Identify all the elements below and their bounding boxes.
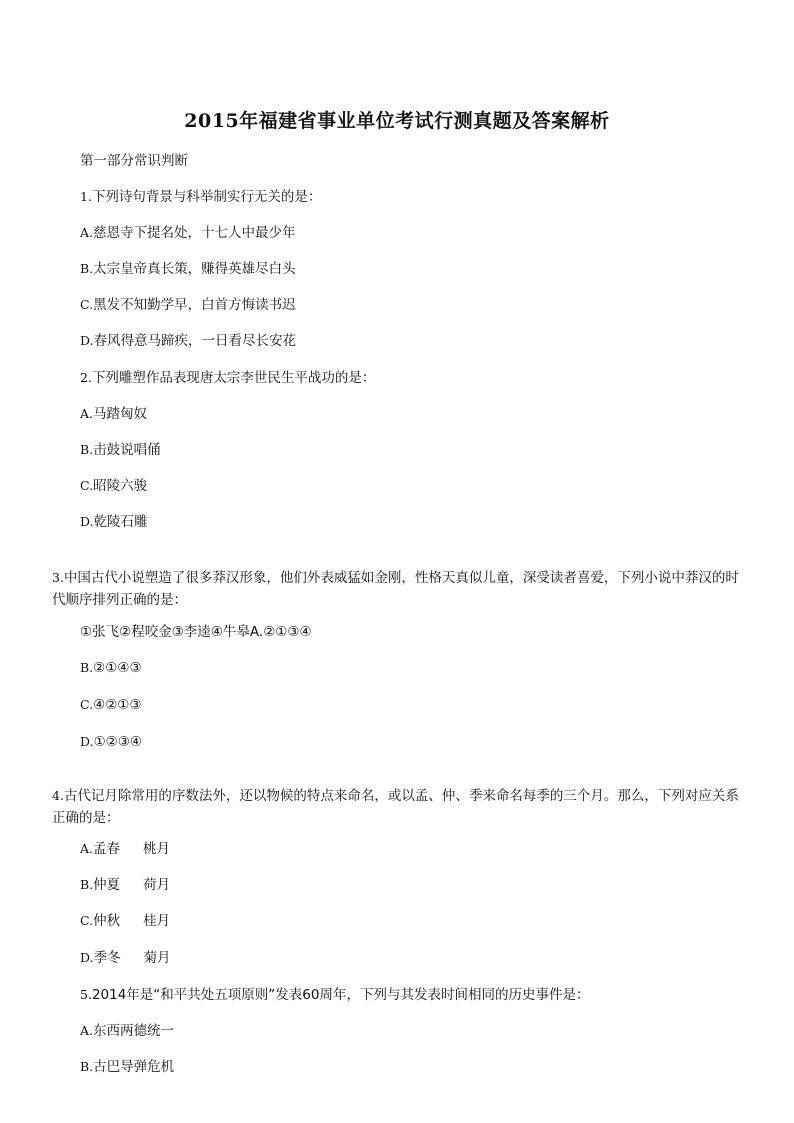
question-4-option-d <box>80 949 171 967</box>
question-text: 2014年是“和平共处五项原则”发表60周年，下列与其发表时间相同的历史事件是： <box>91 987 590 1003</box>
question-2-stem <box>80 369 375 387</box>
question-3-stem <box>52 567 742 611</box>
option-letter: B. <box>80 442 94 457</box>
option-text: 马踏匈奴 <box>93 406 148 422</box>
question-number: 5. <box>80 987 92 1002</box>
option-letter: B. <box>80 1059 94 1074</box>
question-2-option-a <box>80 405 147 423</box>
question-4-option-b <box>80 876 170 894</box>
option-text: ①张飞②程咬金③李逵④牛皋A.②①③④ <box>80 624 312 640</box>
question-number: 4. <box>52 788 64 803</box>
option-text: 乾陵石雕 <box>93 514 148 530</box>
option-text: 春风得意马蹄疾，一日看尽长安花 <box>93 333 297 349</box>
option-text: 昭陵六骏 <box>93 478 148 494</box>
option-text: 古巴导弹危机 <box>93 1059 175 1075</box>
question-1-option-a <box>80 224 296 242</box>
option-month: 菊月 <box>143 950 171 966</box>
section-heading: 第一部分常识判断 <box>80 153 188 169</box>
option-letter: C. <box>80 478 94 493</box>
option-text: 东西两德统一 <box>93 1023 175 1039</box>
page-title: 2015年福建省事业单位考试行测真题及答案解析 <box>184 110 610 132</box>
question-5-option-a <box>80 1022 174 1040</box>
question-text: 中国古代小说塑造了很多莽汉形象，他们外表威猛如金刚，性格天真似儿童，深受读者喜爱，下列小说中莽汉的时代顺序排列正确的是： <box>52 570 739 608</box>
question-4-option-c <box>80 912 170 930</box>
option-month: 桃月 <box>143 841 171 857</box>
question-4-option-a <box>80 840 170 858</box>
option-letter: D. <box>80 950 94 965</box>
question-text: 下列雕塑作品表现唐太宗李世民生平战功的是： <box>91 370 376 386</box>
option-letter: D. <box>80 514 94 529</box>
option-letter: A. <box>80 225 94 240</box>
option-text: ④②①③ <box>93 697 142 713</box>
question-4-stem <box>52 785 742 829</box>
option-letter: B. <box>80 261 94 276</box>
option-letter: A. <box>80 1023 94 1038</box>
option-letter: C. <box>80 297 94 312</box>
option-text: ②①④③ <box>93 660 142 676</box>
option-text: ①②③④ <box>93 734 142 750</box>
option-text: 太宗皇帝真长策，赚得英雄尽白头 <box>93 261 296 277</box>
option-letter: C. <box>80 913 94 928</box>
question-5-stem <box>80 986 589 1004</box>
option-month: 桂月 <box>143 913 171 929</box>
option-letter: B. <box>80 877 94 892</box>
question-1-option-c <box>80 296 296 314</box>
question-number: 1. <box>80 189 92 204</box>
question-2-option-d <box>80 513 148 531</box>
question-2-option-c <box>80 477 147 495</box>
option-text: 慈恩寺下提名处，十七人中最少年 <box>93 225 296 241</box>
option-text: 黑发不知勤学早，白首方悔读书迟 <box>93 297 296 313</box>
option-letter: A. <box>80 406 94 421</box>
question-number: 2. <box>80 370 92 385</box>
option-month: 荷月 <box>143 877 171 893</box>
option-letter: B. <box>80 660 94 675</box>
question-3-option-a <box>80 623 312 641</box>
question-1-option-d <box>80 332 296 350</box>
question-3-option-d <box>80 733 142 751</box>
question-1-option-b <box>80 260 296 278</box>
option-term: 仲夏 <box>93 877 121 893</box>
option-text: 击鼓说唱俑 <box>93 442 161 458</box>
question-text: 古代记月除常用的序数法外，还以物候的特点来命名，或以孟、仲、季来命名每季的三个月。那么，下列对应关系正确的是： <box>52 788 739 826</box>
question-number: 3. <box>52 570 64 585</box>
question-2-option-b <box>80 441 161 459</box>
question-3-option-b <box>80 659 142 677</box>
option-letter: A. <box>80 841 94 856</box>
option-term: 仲秋 <box>93 913 121 929</box>
option-term: 季冬 <box>93 950 121 966</box>
question-text: 下列诗句背景与科举制实行无关的是： <box>91 189 322 205</box>
question-5-option-b <box>80 1058 174 1076</box>
question-3-option-c <box>80 696 142 714</box>
option-letter: C. <box>80 697 94 712</box>
option-term: 孟春 <box>93 841 121 857</box>
question-1-stem <box>80 188 321 206</box>
option-letter: D. <box>80 734 94 749</box>
option-letter: D. <box>80 333 94 348</box>
